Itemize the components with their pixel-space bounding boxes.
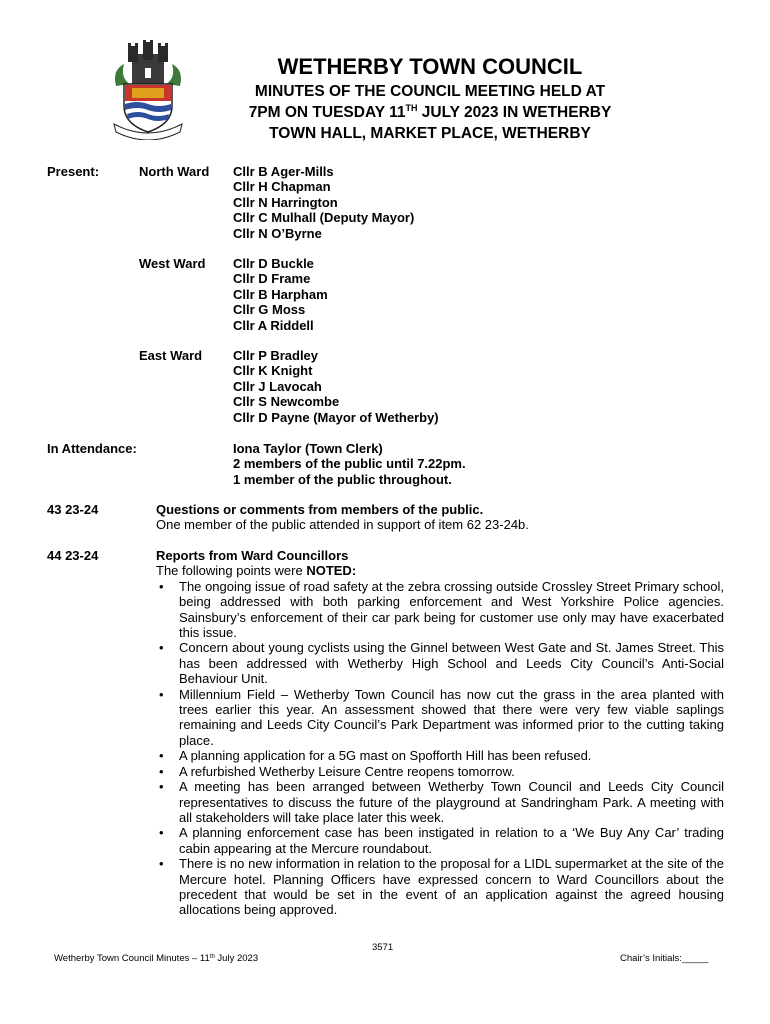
page-number: 3571 bbox=[372, 942, 394, 953]
present-label: Present: bbox=[47, 164, 100, 179]
member-name: Cllr C Mulhall (Deputy Mayor) bbox=[233, 210, 415, 226]
attendance-label: In Attendance: bbox=[47, 441, 137, 456]
list-item: • Millennium Field – Wetherby Town Council has now cut the grass in the area planted with trees earlier this year. An assessment showed that there were very few viable saplings remaining and Leeds City Council’s Park Department was informed prior to the cutting taking place. bbox=[159, 686, 724, 748]
west-ward-members bbox=[233, 256, 328, 333]
member-name: Cllr B Harpham bbox=[233, 286, 328, 302]
member-name: Cllr D Payne (Mayor of Wetherby) bbox=[233, 409, 439, 425]
attendance-list bbox=[233, 441, 466, 487]
member-name: Cllr P Bradley bbox=[233, 348, 319, 363]
bullet-icon: • bbox=[159, 763, 164, 779]
item-43-body bbox=[156, 502, 724, 533]
list-item: • A planning enforcement case has been instigated in relation to a ‘We Buy Any Car’ trading cabin appearing at the Mercure roundabout. bbox=[159, 825, 724, 856]
bullet-icon: • bbox=[159, 856, 164, 872]
meeting-title-line-1: MINUTES OF THE COUNCIL MEETING HELD AT bbox=[254, 83, 606, 100]
item-intro: The following points were NOTED: bbox=[156, 563, 357, 579]
attendee: 2 members of the public until 7.22pm. bbox=[233, 456, 466, 472]
ward-name-north: North Ward bbox=[139, 164, 210, 179]
item-title: Questions or comments from members of the public. bbox=[156, 502, 484, 517]
bullet-icon: • bbox=[159, 779, 164, 795]
footer-document-title: Wetherby Town Council Minutes – 11th July 2023 bbox=[54, 953, 259, 964]
attendee: Iona Taylor (Town Clerk) bbox=[233, 441, 383, 456]
council-crest-logo bbox=[110, 40, 186, 140]
list-item: • The ongoing issue of road safety at the zebra crossing outside Crossley Street Primary school, being addressed with both parking enforcement and West Yorkshire Police agencies. Sainsbury’s enforcement of their car park being for customer use only may have exacerbated this issue. bbox=[159, 578, 724, 641]
bullet-icon: • bbox=[159, 686, 164, 702]
member-name: Cllr K Knight bbox=[233, 363, 313, 379]
list-item: • There is no new information in relation to the proposal for a LIDL supermarket at the site of the Mercure hotel. Planning Officers have expressed concern to Ward Councillors about the precedent that would be set in the event of an application against the agreed housing allocations being approved. bbox=[159, 856, 724, 918]
member-name: Cllr H Chapman bbox=[233, 179, 331, 195]
ward-name-west: West Ward bbox=[139, 256, 206, 271]
council-name: WETHERBY TOWN COUNCIL bbox=[277, 54, 583, 79]
member-name: Cllr B Ager-Mills bbox=[233, 164, 334, 179]
member-name: Cllr S Newcombe bbox=[233, 394, 340, 410]
bullet-icon: • bbox=[159, 640, 164, 656]
list-item: • Concern about young cyclists using the Ginnel between West Gate and St. James Street. This has been addressed with Wetherby High School and Leeds City Council’s Anti-Social Behaviour Unit. bbox=[159, 640, 724, 687]
member-name: Cllr D Buckle bbox=[233, 256, 314, 271]
member-name: Cllr J Lavocah bbox=[233, 378, 322, 394]
bullet-icon: • bbox=[159, 748, 164, 764]
member-name: Cllr G Moss bbox=[233, 302, 306, 318]
ward-name-east: East Ward bbox=[139, 348, 203, 363]
member-name: Cllr D Frame bbox=[233, 271, 311, 287]
east-ward-members bbox=[233, 348, 439, 425]
list-item: • A planning application for a 5G mast on Spofforth Hill has been refused. bbox=[159, 748, 592, 764]
north-ward-members bbox=[233, 164, 414, 241]
item-title: Reports from Ward Councillors bbox=[156, 548, 349, 563]
item-number: 43 23-24 bbox=[47, 502, 99, 517]
member-name: Cllr N Harrington bbox=[233, 194, 338, 210]
list-item: • A meeting has been arranged between Wetherby Town Council and Leeds City Council representatives to discuss the future of the playground at Sandringham Park. A meeting with all stakeholders will take place later this week. bbox=[159, 779, 724, 825]
document-header bbox=[200, 54, 660, 143]
member-name: Cllr A Riddell bbox=[233, 317, 314, 333]
item-text: One member of the public attended in support of item 62 23-24b. bbox=[156, 517, 529, 533]
item-44-body bbox=[156, 548, 724, 918]
chairs-initials-field: Chair’s Initials:_____ bbox=[620, 953, 709, 964]
attendee: 1 member of the public throughout. bbox=[233, 471, 452, 487]
item-number: 44 23-24 bbox=[47, 548, 99, 563]
bullet-icon: • bbox=[159, 825, 164, 841]
meeting-title-line-2: 7PM ON TUESDAY 11TH JULY 2023 IN WETHERBY bbox=[248, 103, 612, 121]
meeting-title-line-3: TOWN HALL, MARKET PLACE, WETHERBY bbox=[269, 125, 591, 142]
list-item: • A refurbished Wetherby Leisure Centre reopens tomorrow. bbox=[159, 763, 515, 779]
noted-points-list bbox=[156, 579, 724, 918]
bullet-icon: • bbox=[159, 578, 164, 594]
member-name: Cllr N O’Byrne bbox=[233, 225, 322, 241]
